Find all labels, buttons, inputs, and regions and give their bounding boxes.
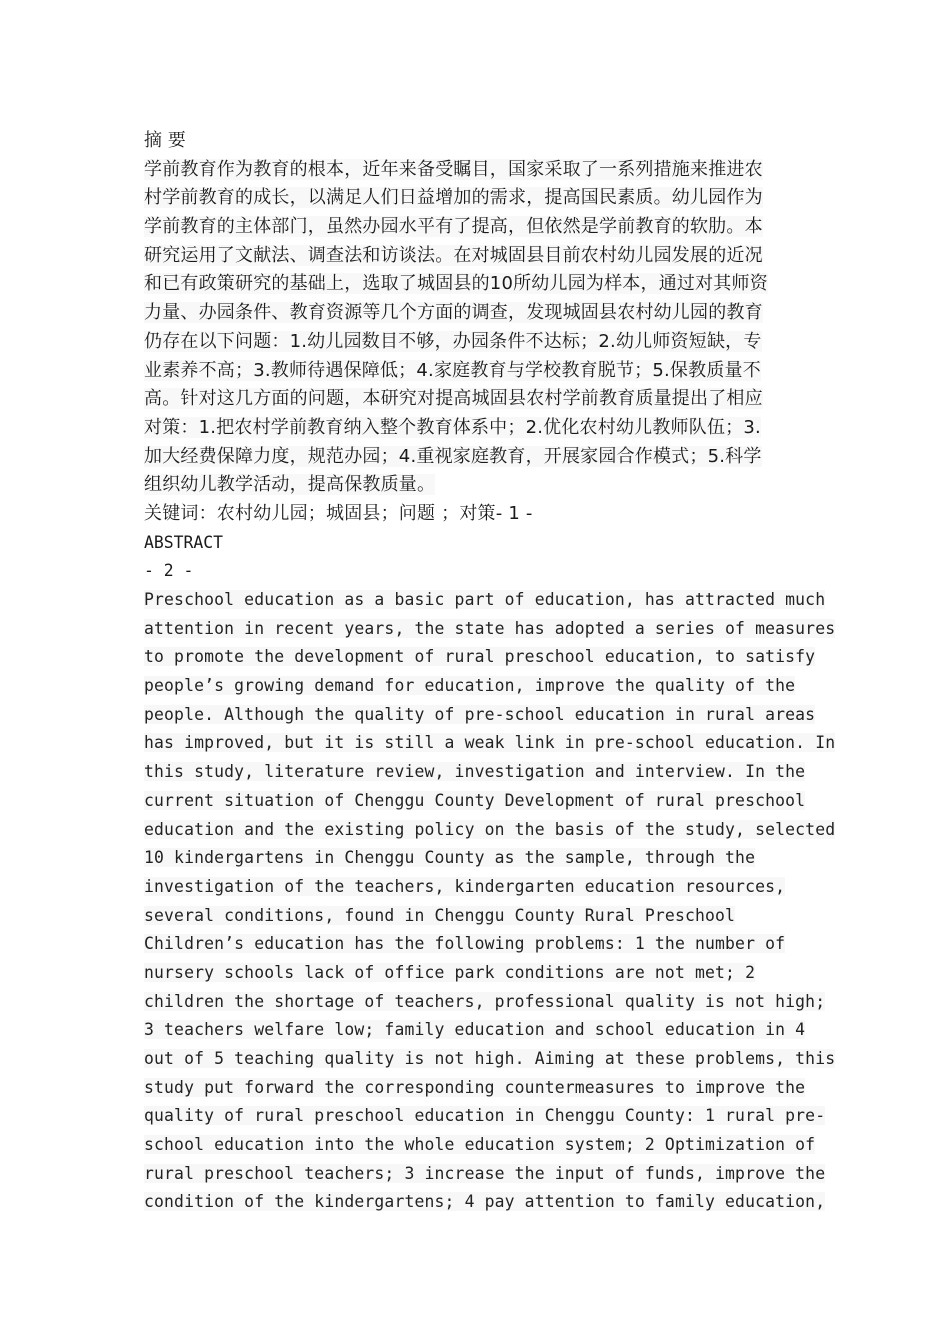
abstract-en-line: to promote the development of rural preschool education, to satisfy <box>144 647 816 667</box>
abstract-cn-line: 高。针对这几方面的问题，本研究对提高城固县农村学前教育质量提出了相应 <box>144 388 763 410</box>
abstract-cn-line: 和已有政策研究的基础上，选取了城固县的10所幼儿园为样本，通过对其师资 <box>144 273 768 295</box>
abstract-cn-line: 学前教育的主体部门，虽然办园水平有了提高，但依然是学前教育的软肋。本 <box>144 216 763 238</box>
abstract-cn-line: 研究运用了文献法、调查法和访谈法。在对城固县目前农村幼儿园发展的近况 <box>144 244 763 266</box>
abstract-en-line: people. Although the quality of pre-school education in rural areas <box>144 704 816 724</box>
abstract-en-line: investigation of the teachers, kindergarten education resources, <box>144 876 786 896</box>
abstract-en-line: several conditions, found in Chenggu County Rural Preschool <box>144 905 736 925</box>
abstract-cn-line: 力量、办园条件、教育资源等几个方面的调查，发现城固县农村幼儿园的教育 <box>144 302 763 324</box>
abstract-cn-line: 业素养不高；3.教师待遇保障低；4.家庭教育与学校教育脱节；5.保教质量不 <box>144 359 761 381</box>
abstract-en-line: nursery schools lack of office park conditions are not met; 2 <box>144 962 756 982</box>
abstract-en-line: current situation of Chenggu County Development of rural preschool <box>144 790 806 810</box>
abstract-en-line: quality of rural preschool education in Chenggu County: 1 rural pre- <box>144 1106 826 1126</box>
abstract-en-line: 3 teachers welfare low; family education and school education in 4 <box>144 1020 806 1040</box>
abstract-cn-line: 仍存在以下问题：1.幼儿园数目不够，办园条件不达标；2.幼儿师资短缺，专 <box>144 330 762 352</box>
abstract-en-line: Preschool education as a basic part of education, has attracted much <box>144 590 826 609</box>
document-page <box>144 127 836 1217</box>
abstract-en-body <box>144 586 836 1217</box>
abstract-en-line: study put forward the corresponding countermeasures to improve the <box>144 1077 806 1097</box>
abstract-en-line: rural preschool teachers; 3 increase the input of funds, improve the <box>144 1163 826 1183</box>
abstract-cn-line: 组织幼儿教学活动，提高保教质量。 <box>144 474 436 496</box>
abstract-cn-heading: 摘 要 <box>144 130 186 151</box>
abstract-en-line: 10 kindergartens in Chenggu County as the sample, through the <box>144 848 756 868</box>
abstract-en-line: people’s growing demand for education, improve the quality of the <box>144 676 796 696</box>
abstract-en-heading: ABSTRACT <box>144 532 223 552</box>
abstract-en-line: education and the existing policy on the basis of the study, selected <box>144 819 836 839</box>
keywords-line: 关键词：农村幼儿园；城固县；问题 ；对策- 1 - <box>144 502 533 524</box>
abstract-en-line: out of 5 teaching quality is not high. Aiming at these problems, this <box>144 1049 836 1068</box>
abstract-cn-line: 对策：1.把农村学前教育纳入整个教育体系中；2.优化农村幼儿教师队伍；3. <box>144 416 761 438</box>
abstract-cn-line: 村学前教育的成长，以满足人们日益增加的需求，提高国民素质。幼儿园作为 <box>144 187 763 209</box>
abstract-en-line: has improved, but it is still a weak link in pre-school education. In <box>144 733 836 753</box>
abstract-cn-line: 加大经费保障力度，规范办园；4.重视家庭教育，开展家园合作模式；5.科学 <box>144 445 762 467</box>
abstract-en-line: attention in recent years, the state has adopted a series of measures <box>144 618 836 638</box>
abstract-cn-body <box>144 156 808 500</box>
page-number: - 2 - <box>144 561 194 581</box>
abstract-en-line: this study, literature review, investigation and interview. In the <box>144 762 806 782</box>
abstract-en-line: school education into the whole education system; 2 Optimization of <box>144 1135 816 1155</box>
abstract-cn-line: 学前教育作为教育的根本，近年来备受瞩目，国家采取了一系列措施来推进农 <box>144 158 763 180</box>
abstract-en-line: children the shortage of teachers, professional quality is not high; <box>144 991 826 1011</box>
abstract-en-line: condition of the kindergartens; 4 pay attention to family education, <box>144 1192 826 1212</box>
abstract-en-line: Children’s education has the following problems: 1 the number of <box>144 934 786 954</box>
